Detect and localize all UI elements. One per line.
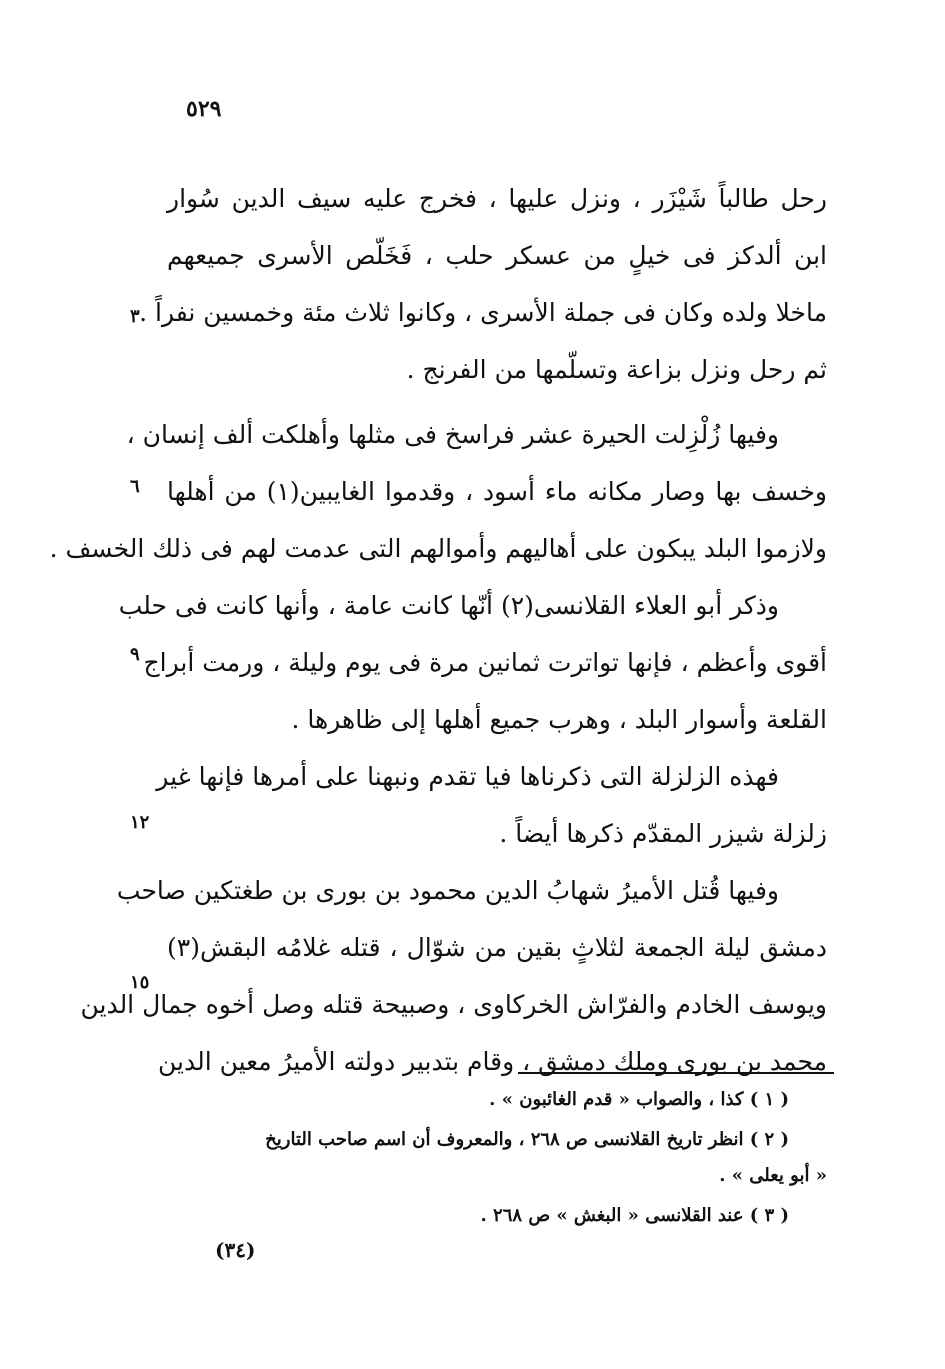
text-line: ويوسف الخادم والفرّاش الخركاوى ، وصبيحة قتله وصل أخوه جمال الدين [80, 990, 827, 1019]
text-line: ولازموا البلد يبكون على أهاليهم وأموالهم التى عدمت لهم فى ذلك الخسف . [49, 534, 827, 563]
footnote-continuation: « أبو يعلى » . [719, 1165, 827, 1186]
footnote: ( ١ ) كذا ، والصواب « قدم الغائبون » . [489, 1089, 789, 1110]
line-marker: ١٢ [130, 812, 150, 833]
text-line: أقوى وأعظم ، فإنها تواترت ثمانين مرة فى يوم وليلة ، ورمت أبراج [143, 648, 827, 677]
text-line: محمد بن بورى وملك دمشق ، وقام بتدبير دولته الأميرُ معين الدين [157, 1047, 827, 1076]
text-line: ابن ألدكز فى خيلٍ من عسكر حلب ، فَخَلّص الأسرى جميعهم [167, 241, 827, 270]
text-line: ثم رحل ونزل بزاعة وتسلّمها من الفرنج . [406, 355, 827, 384]
footnote: ( ٣ ) عند القلانسى « البغش » ص ٢٦٨ . [480, 1205, 789, 1226]
text-line: وفيها زُلْزِلت الحيرة عشر فراسخ فى مثلها وأهلكت ألف إنسان ، [126, 420, 779, 449]
text-line: ماخلا ولده وكان فى جملة الأسرى ، وكانوا ثلاث مئة وخمسين نفراً . [139, 298, 827, 327]
line-marker: ٣ [130, 306, 140, 327]
line-marker: ١٥ [130, 972, 150, 993]
text-line: وذكر أبو العلاء القلانسى(٢) أنّها كانت عامة ، وأنها كانت فى حلب [118, 591, 779, 620]
text-line: القلعة وأسوار البلد ، وهرب جميع أهلها إلى ظاهرها . [291, 705, 827, 734]
signature-number: (٣٤) [215, 1238, 256, 1262]
page-number: ٥٢٩ [186, 96, 222, 122]
line-marker: ٩ [130, 644, 140, 665]
text-line: فهذه الزلزلة التى ذكرناها فيا تقدم ونبهنا على أمرها فإنها غير [156, 762, 779, 791]
text-line: وفيها قُتل الأميرُ شهابُ الدين محمود بن بورى بن طغتكين صاحب [116, 876, 779, 905]
text-line: رحل طالباً شَيْزَر ، ونزل عليها ، فخرج عليه سيف الدين سُوار [167, 184, 827, 213]
text-line: وخسف بها وصار مكانه ماء أسود ، وقدموا الغايبين(١) من أهلها [167, 477, 827, 506]
footnote: ( ٢ ) انظر تاريخ القلانسى ص ٢٦٨ ، والمعروف أن اسم صاحب التاريخ [265, 1129, 789, 1150]
footnotes [167, 1082, 827, 1234]
footnote-divider [518, 1072, 834, 1074]
line-marker: ٦ [130, 476, 140, 497]
text-line: دمشق ليلة الجمعة لثلاثٍ بقين من شوّال ، قتله غلامُه البقش(٣) [167, 933, 827, 962]
text-line: زلزلة شيزر المقدّم ذكرها أيضاً . [499, 819, 827, 848]
